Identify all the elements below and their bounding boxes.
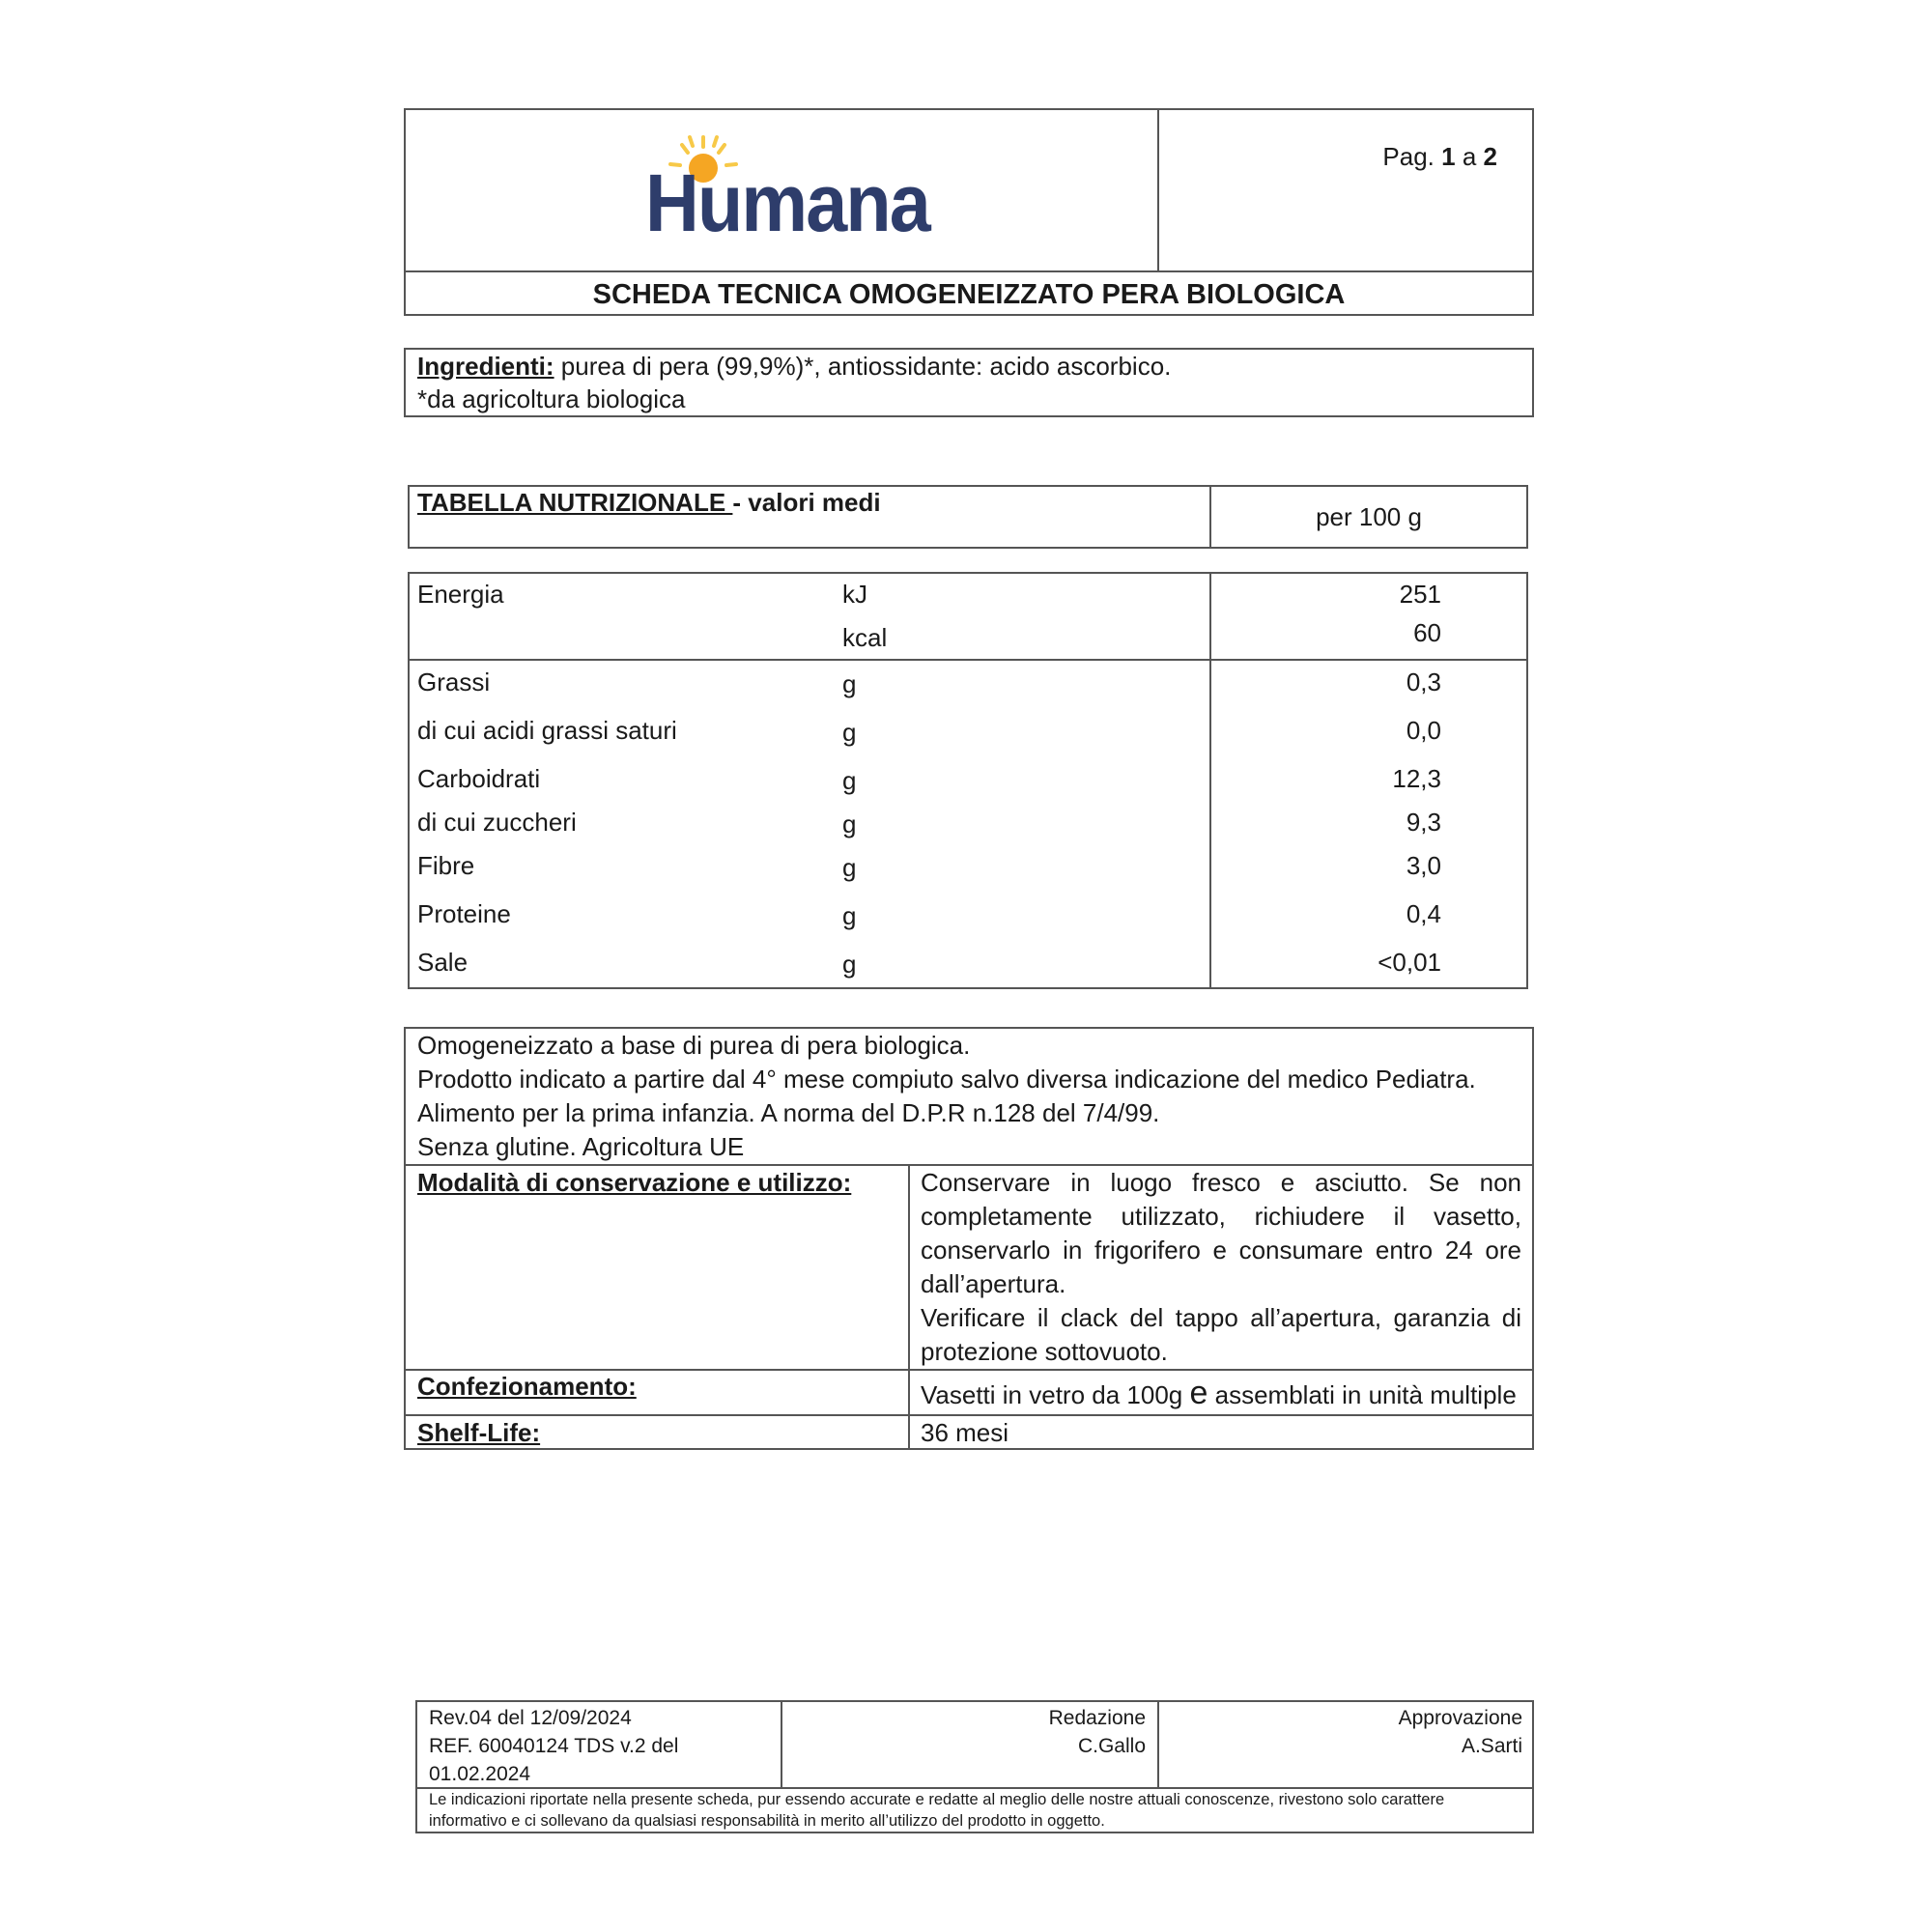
energy-value-kj: 251 — [1399, 580, 1441, 609]
energy-name: Energia — [417, 580, 504, 609]
nutrition-per: per 100 g — [1316, 502, 1422, 531]
header-title-divider — [404, 270, 1534, 272]
details-divider — [908, 1164, 910, 1450]
nutrient-unit: g — [842, 950, 857, 979]
nutrient-name: di cui acidi grassi saturi — [417, 716, 677, 745]
ingredients-label: Ingredienti: — [417, 352, 554, 381]
energy-unit-kcal: kcal — [842, 623, 888, 652]
document-title: SCHEDA TECNICA OMOGENEIZZATO PERA BIOLOGICA — [592, 279, 1346, 310]
revision-info: Rev.04 del 12/09/2024 REF. 60040124 TDS v.2 del 01.02.2024 — [429, 1707, 679, 1785]
footer-divider-2 — [1157, 1700, 1159, 1787]
nutrient-value: <0,01 — [1378, 948, 1441, 977]
nutrient-unit: g — [842, 766, 857, 795]
description-line: Omogeneizzato a base di purea di pera biologica. — [417, 1031, 971, 1060]
nutrition-title: TABELLA NUTRIZIONALE - valori medi — [417, 488, 881, 517]
nutrient-name: Proteine — [417, 899, 511, 928]
storage-label: Modalità di conservazione e utilizzo: — [417, 1168, 852, 1197]
nutrient-unit: g — [842, 853, 857, 882]
nutrient-unit: g — [842, 901, 857, 930]
nutrient-name: Carboidrati — [417, 764, 541, 793]
footer-divider-1 — [781, 1700, 782, 1787]
nutrient-value: 0,3 — [1406, 668, 1441, 696]
ingredients-line — [417, 350, 1519, 384]
nutrient-value: 9,3 — [1406, 808, 1441, 837]
ingredients-text: purea di pera (99,9%)*, antiossidante: acido ascorbico. — [554, 352, 1172, 381]
nutrient-name: Sale — [417, 948, 469, 977]
packaging-text: Vasetti in vetro da 100g e assemblati in unità multiple — [921, 1375, 1517, 1411]
nutrient-value: 0,0 — [1406, 716, 1441, 745]
redazione-info: Redazione C.Gallo — [1048, 1707, 1146, 1757]
nutrient-name: Fibre — [417, 851, 475, 880]
ingredients-note: *da agricoltura biologica — [417, 384, 686, 413]
nutrient-name: Grassi — [417, 668, 491, 696]
description-line: Prodotto indicato a partire dal 4° mese compiuto salvo diversa indicazione del medico Pediatra. — [417, 1065, 1476, 1094]
nutrient-unit: g — [842, 718, 857, 747]
storage-text: Conservare in luogo fresco e asciutto. Se non completamente utilizzato, richiudere il vasetto, conservarlo in frigorifero e consumare entro 24 ore dall’apertura. Verificare il clack del tappo all’apertura, garanzia di protezione sottovuoto. — [921, 1168, 1521, 1366]
humana-logo — [645, 133, 929, 248]
packaging-label: Confezionamento: — [417, 1372, 637, 1401]
logo-text: Humana — [645, 157, 929, 248]
nutrient-value: 12,3 — [1392, 764, 1441, 793]
nutrient-unit: g — [842, 810, 857, 838]
shelf-life-text: 36 mesi — [921, 1418, 1009, 1447]
approvazione-info: Approvazione A.Sarti — [1398, 1707, 1522, 1757]
nutrition-table-divider — [1209, 572, 1211, 989]
description-line: Alimento per la prima infanzia. A norma del D.P.R n.128 del 7/4/99. — [417, 1098, 1160, 1127]
description-line: Senza glutine. Agricoltura UE — [417, 1132, 745, 1161]
header-divider — [1157, 108, 1159, 272]
energy-unit-kj: kJ — [842, 580, 867, 609]
shelf-life-label: Shelf-Life: — [417, 1418, 541, 1447]
nutrient-value: 0,4 — [1406, 899, 1441, 928]
nutrient-name: di cui zuccheri — [417, 808, 577, 837]
page-number: Pag. 1 a 2 — [1382, 142, 1497, 171]
nutrient-unit: g — [842, 669, 857, 698]
energy-value-kcal: 60 — [1413, 618, 1441, 647]
disclaimer: Le indicazioni riportate nella presente scheda, pur essendo accurate e redatte al meglio delle nostre attuali conoscenze, rivestono solo carattere informativo e ci sollevano da qualsiasi responsabilità in merito all’utilizzo del prodotto in oggetto. — [429, 1791, 1445, 1830]
nutrient-value: 3,0 — [1406, 851, 1441, 880]
energy-separator — [408, 659, 1528, 661]
